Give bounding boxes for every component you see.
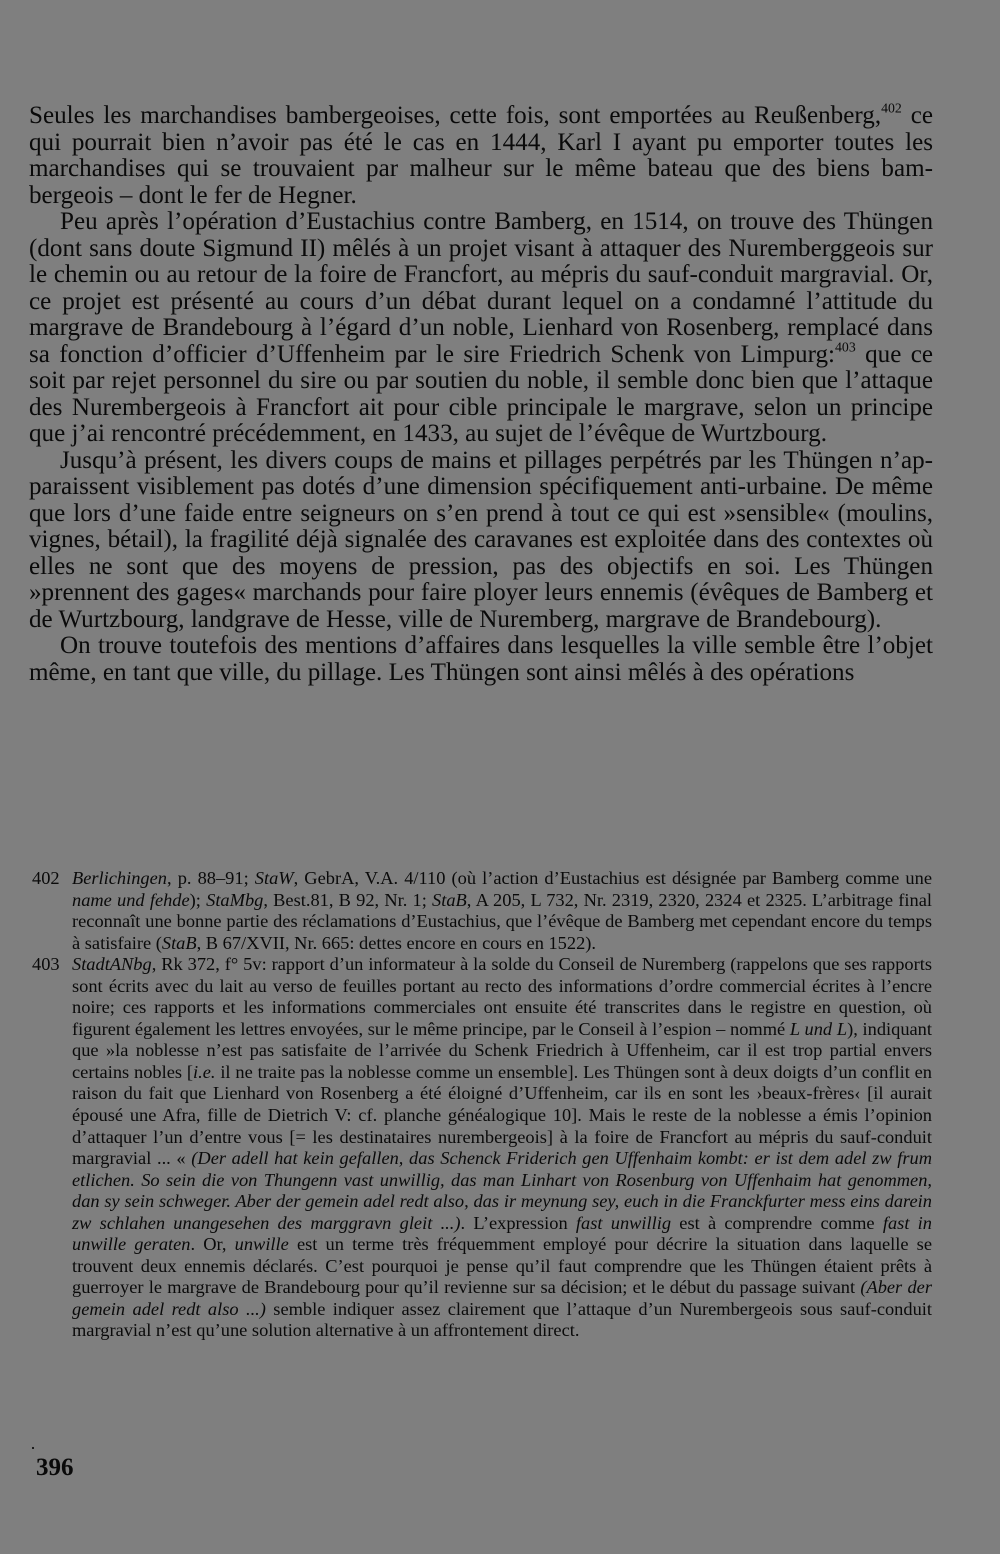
footnote-number: 402 <box>32 868 60 888</box>
main-text <box>29 100 933 686</box>
footnote-403 <box>32 954 932 1342</box>
paragraph-4: On trouve toutefois des mentions d’affaires dans lesquelles la ville semble être l’objet même, en tant que ville, du pillage. Les Thüngen sont ainsi mêlés à des opérations <box>29 632 933 686</box>
footnotes <box>32 868 932 1342</box>
paragraph-2: Peu après l’opération d’Eustachius contre Bamberg, en 1514, on trouve des Thüngen (dont sans doute Sigmund II) mêlés à un projet visant à attaquer des Nuremberggeois sur le chemin ou au retour de la foire de Francfort, au mépris du sauf-conduit margravial. Or, ce projet est présenté au cours d’un débat durant lequel on a condamné l’attitude du margrave de Brandebourg à l’égard d’un noble, Lienhard von Rosenberg, remplacé dans sa fonction d’officier d’Uffenheim par le sire Friedrich Schenk von Limpurg:$^{403}$ que ce soit par rejet personnel du sire ou par soutien du noble, il semble donc bien que l’attaque des Nurembergeois à Francfort ait pour cible principale le margrave, selon un principe que j’ai rencontré précédemment, en 1433, au sujet de l’évêque de Wurtzbourg. <box>29 208 933 447</box>
footnote-text: Berlichingen, p. 88–91; StaW, GebrA, V.A. 4/110 (où l’action d’Eustachius est désignée par Bamberg comme une name und fehde); StaMbg, Best.81, B 92, Nr. 1; StaB, A 205, L 732, Nr. 2319, 2320, 2324 et 2325. L’arbitrage final reconnaît une bonne partie des réclamations d’Eustachius, que l’évêque de Bamberg met cependant encore du temps à satisfaire (StaB, B 67/XVII, Nr. 665: dettes encore en cours en 1522). <box>72 868 932 953</box>
margin-mark: · <box>30 1438 36 1458</box>
footnote-text: StadtANbg, Rk 372, f° 5v: rapport d’un informateur à la solde du Conseil de Nuremberg (rappelons que ses rapports sont écrits avec du lait au verso de feuilles portant au recto des informations d’ordre commercial écrites à l’encre noire; ces rapports et les informations commerciales ont ensuite été transcrites dans le registre en question, où figurent également les lettres envoyées, sur le même principe, par le Conseil à l’espion – nommé L und L), indiquant que »la noblesse n’est pas satisfaite de l’arrivée du Schenk Friedrich à Uffenheim, car il est trop partial envers certains nobles [i.e. il ne traite pas la noblesse comme un ensemble]. Les Thüngen sont à deux doigts d’un conflit en raison du fait que Lienhard von Rosenberg a été éloigné d’Uffenheim, car ils en sont les ›beaux-frères‹ [il aurait épousé une Afra, fille de Dietrich V: cf. planche généalogique 10]. Mais le reste de la noblesse a émis l’opinion d’attaquer l’un d’entre vous [= les destinataires nurembergeois] à la foire de Francfort au mépris du sauf-conduit margravial ... « (Der adell hat kein gefallen, das Schenck Friderich gen Uffenhaim kombt: er ist dem adel zw frum etlichen. So sein die von Thungenn vast unwillig, das man Linhart von Rosenburg von Uffenhaim hat genommen, dan sy sein schweger. Aber der gemein adel redt also, das ir meynung sey, euch in die Franckfurter mess eins darein zw schlahen unangesehen des marggravn gleit ...). L’expression fast unwillig est à comprendre comme fast in unwille geraten. Or, unwille est un terme très fréquemment employé pour décrire la situation dans laquelle se trouvent deux ennemis déclarés. C’est pourquoi je pense qu’il faut comprendre que les Thüngen étaient prêts à guerroyer le margrave de Brandebourg pour qu’il revienne sur sa décision; et le début du passage suivant (Aber der gemein adel redt also ...) semble indiquer assez clairement que l’attaque d’un Nurembergeois sous sauf-conduit margravial n’est qu’une solution alternative à un affrontement direct. <box>72 954 933 1341</box>
footnote-number: 403 <box>32 954 60 975</box>
page-number: 396 <box>36 1454 74 1481</box>
paragraph-3: Jusqu’à présent, les divers coups de mains et pillages perpétrés par les Thüngen n’apparaissent visiblement pas dotés d’une dimension spécifiquement anti-urbaine. De même que lors d’une faide entre seigneurs on s’en prend à tout ce qui est »sensible« (moulins, vignes, bétail), la fragilité déjà signalée des caravanes est exploitée dans des contextes où elles ne sont que des moyens de pression, pas des objectifs en soi. Les Thüngen »prennent des gages« marchands pour faire ployer leurs ennemis (évêques de Bamberg et de Wurtzbourg, landgrave de Hesse, ville de Nuremberg, margrave de Brandebourg). <box>29 446 933 633</box>
paragraph-1: Seules les marchandises bambergeoises, cette fois, sont emportées au Reußenberg,$^{402}$ ce qui pourrait bien n’avoir pas été le cas en 1444, Karl I ayant pu emporter toutes les marchandises qui se trouvaient par malheur sur le même bateau que des biens bambergeois – dont le fer de Hegner. <box>29 100 933 209</box>
footnote-402 <box>32 868 932 954</box>
